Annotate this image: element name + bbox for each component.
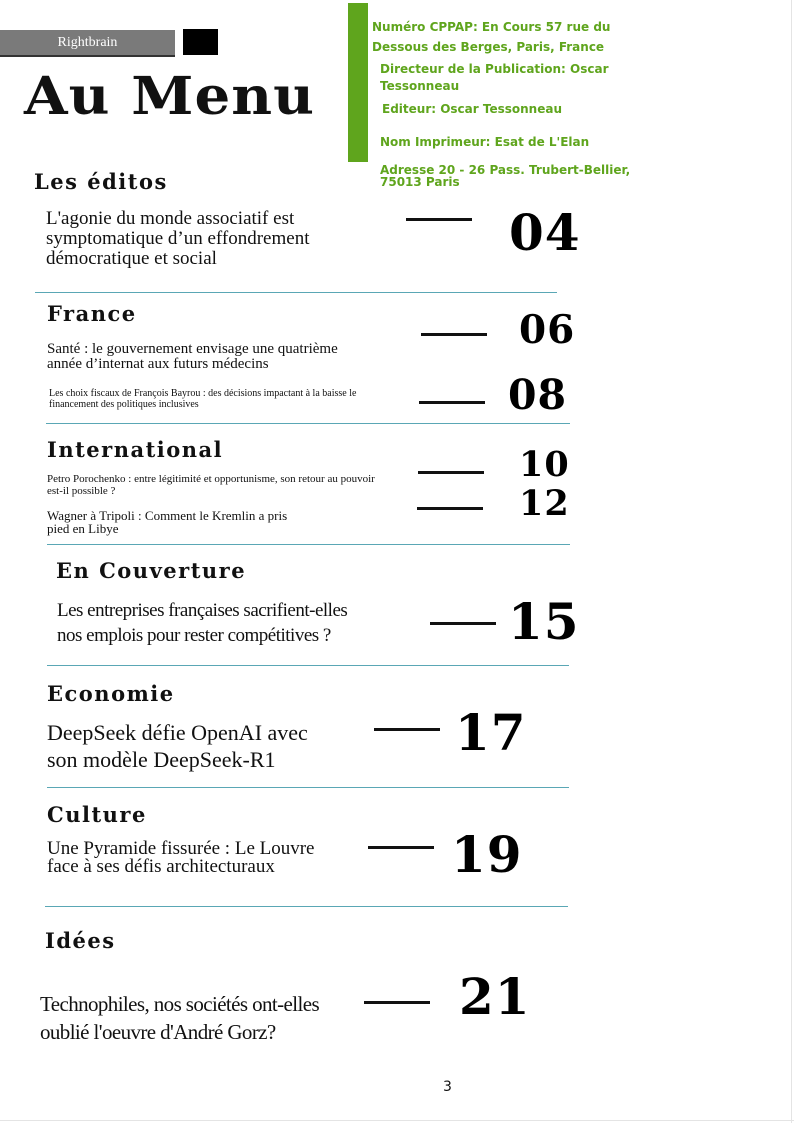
info-line: Tessonneau: [380, 79, 460, 93]
article-culture-1[interactable]: [47, 840, 315, 876]
page-dash: [430, 622, 496, 625]
page-dash: [421, 333, 487, 336]
page-number[interactable]: 10: [519, 444, 570, 485]
article-line: démocratique et social: [46, 248, 217, 269]
article-international-1[interactable]: [47, 473, 375, 497]
page-number[interactable]: 04: [509, 203, 581, 262]
info-line: Dessous des Berges, Paris, France: [372, 40, 605, 54]
section-title-idees: Idées: [45, 928, 116, 953]
page-dash: [417, 507, 483, 510]
page-number[interactable]: 06: [519, 307, 576, 353]
accent-bar: [348, 3, 368, 162]
section-title-france: France: [47, 301, 137, 326]
info-line: Adresse 20 - 26 Pass. Trubert-Bellier,: [380, 163, 631, 177]
info-line: Nom Imprimeur: Esat de L'Elan: [380, 135, 590, 149]
article-line: son modèle DeepSeek-R1: [47, 747, 276, 772]
article-france-2[interactable]: [49, 388, 356, 410]
article-line: L'agonie du monde associatif est: [46, 208, 295, 229]
article-international-2[interactable]: [47, 509, 287, 535]
brand-block: [183, 29, 218, 55]
page-edge: [791, 0, 792, 1123]
footer-page-number: 3: [443, 1079, 452, 1095]
section-divider: [45, 906, 568, 907]
section-divider: [47, 665, 569, 666]
page-dash: [374, 728, 440, 731]
section-divider: [46, 423, 570, 424]
article-line: Les choix fiscaux de François Bayrou : des décisions impactant à la baisse le: [49, 388, 357, 399]
article-line: Une Pyramide fissurée : Le Louvre: [47, 838, 315, 859]
info-line: Numéro CPPAP: En Cours 57 rue du: [372, 20, 611, 34]
article-line: Petro Porochenko : entre légitimité et opportunisme, son retour au pouvoir: [47, 473, 375, 485]
section-divider: [47, 787, 569, 788]
page-dash: [368, 846, 434, 849]
article-economie-1[interactable]: [47, 719, 308, 773]
page-number[interactable]: 19: [451, 825, 523, 884]
page-dash: [419, 401, 485, 404]
info-line: 75013 Paris: [380, 175, 460, 189]
page-dash: [418, 471, 484, 474]
page-number[interactable]: 08: [508, 371, 568, 419]
brand-label: Rightbrain: [0, 30, 175, 57]
page-dash: [364, 1001, 430, 1004]
article-line: Les entreprises françaises sacrifient-elles: [57, 600, 348, 621]
article-idees-1[interactable]: [40, 990, 319, 1046]
article-couverture-1[interactable]: [57, 598, 347, 648]
page-number[interactable]: 12: [519, 483, 570, 524]
page-title: Au Menu: [24, 66, 316, 127]
section-title-couverture: En Couverture: [56, 558, 247, 583]
section-title-culture: Culture: [47, 802, 147, 827]
article-line: symptomatique d’un effondrement: [46, 228, 310, 249]
article-line: Santé : le gouvernement envisage une quatrième: [47, 341, 338, 357]
page-number[interactable]: 17: [455, 703, 527, 762]
section-title-international: International: [47, 437, 224, 462]
page-number[interactable]: 15: [508, 592, 580, 651]
article-line: Wagner à Tripoli : Comment le Kremlin a pris: [47, 508, 288, 523]
page-dash: [406, 218, 472, 221]
section-divider: [35, 292, 557, 293]
article-line: financement des politiques inclusives: [49, 399, 199, 410]
article-line: nos emplois pour rester compétitives ?: [57, 625, 331, 646]
section-title-editos: Les éditos: [34, 169, 168, 194]
info-line: Directeur de la Publication: Oscar: [380, 62, 609, 76]
article-line: pied en Libye: [47, 521, 119, 536]
article-line: oublié l'oeuvre d'André Gorz?: [40, 1020, 276, 1044]
article-line: face à ses défis architecturaux: [47, 856, 275, 877]
article-line: Technophiles, nos sociétés ont-elles: [40, 992, 320, 1016]
page-number[interactable]: 21: [459, 967, 531, 1026]
article-editos-1[interactable]: [46, 209, 309, 269]
article-france-1[interactable]: [47, 342, 338, 372]
info-line: Editeur: Oscar Tessonneau: [382, 102, 562, 116]
article-line: année d’internat aux futurs médecins: [47, 356, 269, 372]
article-line: est-il possible ?: [47, 485, 116, 497]
article-line: DeepSeek défie OpenAI avec: [47, 720, 308, 745]
section-divider: [47, 544, 570, 545]
section-title-economie: Economie: [47, 681, 175, 706]
page-edge: [0, 1120, 794, 1121]
